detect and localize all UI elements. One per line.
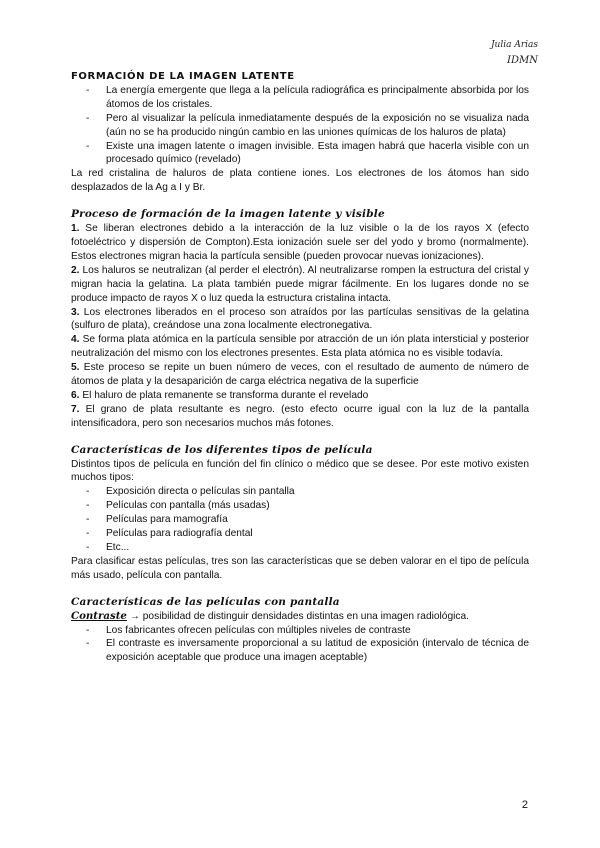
bullet-list <box>71 624 529 666</box>
list-item: - Películas para mamografía <box>106 513 529 527</box>
list-item: - El contraste es inversamente proporcional a su latitud de exposición (intervalo de técnica de exposición aceptable que produce una imagen aceptable) <box>106 637 529 665</box>
step-text: Los haluros se neutralizan (al perder el electrón). Al neutralizarse rompen la estructura del cristal y migran hacia la gelatina. La plata también puede migrar fácilmente. En los lugares donde no se produce impacto de rayos X o luz queda la estructura cristalina intacta. <box>71 264 529 304</box>
step-text: El haluro de plata remanente se transforma durante el revelado <box>79 389 369 401</box>
step-text: El grano de plata resultante es negro. (esto efecto ocurre igual con la luz de la pantalla intensificadora, pero son necesarios muchos más fotones. <box>71 403 529 429</box>
page-number: 2 <box>521 799 528 811</box>
step-number: 1. <box>71 223 80 235</box>
section-title-peliculas-pantalla: Características de las películas con pantalla <box>71 595 340 608</box>
list-item: - Etc... <box>106 541 529 555</box>
list-item: - Existe una imagen latente o imagen invisible. Esta imagen habrá que hacerla visible con un procesado químico (revelado) <box>106 140 529 168</box>
step-paragraph <box>71 403 529 431</box>
step-number: 6. <box>71 389 80 401</box>
step-text: Este proceso se repite un buen número de veces, con el resultado de aumento de número de átomos de plata y la desaparición de carga eléctrica negativa de la superficie <box>71 362 529 388</box>
step-text: Se forma plata atómica en la partícula sensible por atracción de un ión plata intersticial y posterior neutralización del mismo con los electrones presentes. Esta plata atómica no es visible todavía. <box>71 334 529 360</box>
course-code: IDMN <box>507 55 538 66</box>
section-title-tipos-pelicula: Características de los diferentes tipos de película <box>71 443 373 456</box>
step-number: 7. <box>71 403 80 415</box>
step-paragraph <box>71 264 529 306</box>
step-paragraph <box>71 361 529 389</box>
step-number: 4. <box>71 334 80 346</box>
list-item: - Películas con pantalla (más usadas) <box>106 499 529 513</box>
definition-paragraph <box>71 610 529 624</box>
author-name: Julia Arias <box>490 40 538 50</box>
paragraph: Para clasificar estas películas, tres son las características que se deben valorar en el tipo de película más usado, película con pantalla. <box>71 555 529 581</box>
list-item: - La energía emergente que llega a la película radiográfica es principalmente absorbida por los átomos de los cristales. <box>106 84 529 112</box>
paragraph: La red cristalina de haluros de plata contiene iones. Los electrones de los átomos han sido desplazados de la Ag a I y Br. <box>71 168 529 194</box>
list-item: - Exposición directa o películas sin pantalla <box>106 485 529 499</box>
bullet-list <box>71 84 529 167</box>
step-paragraph <box>71 333 529 361</box>
definition-text: → posibilidad de distinguir densidades distintas en una imagen radiológica. <box>126 610 469 622</box>
step-paragraph <box>71 306 529 334</box>
list-item: - Pero al visualizar la película inmediatamente después de la exposición no se visualiza nada (aún no se ha producido ningún cambio en las uniones químicas de los haluros de plata) <box>106 112 529 140</box>
step-paragraph <box>71 222 529 264</box>
bullet-list <box>71 485 529 555</box>
paragraph: Distintos tipos de película en función del fin clínico o médico que se desee. Por este motivo existen muchos tipos: <box>71 458 529 484</box>
step-number: 2. <box>71 264 80 276</box>
step-text: Se liberan electrones debido a la interacción de la luz visible o la de los rayos X (efecto fotoeléctrico y dispersión de Compton).Esta ionización suele ser del yodo y bromo (normalmente). Estos electrones migran hacia la partícula sensible (pueden provocar nuevas ionizaciones). <box>71 223 529 262</box>
step-text: Los electrones liberados en el proceso son atraídos por las partículas sensitivas de la gelatina (sulfuro de plata), creándose una zona localmente electronegativa. <box>71 306 529 332</box>
document-body <box>71 70 529 665</box>
step-number: 3. <box>71 306 80 318</box>
section-title-imagen-latente: FORMACIÓN DE LA IMAGEN LATENTE <box>71 71 295 82</box>
list-item: - Los fabricantes ofrecen películas con múltiples niveles de contraste <box>106 624 529 638</box>
term-contraste: Contraste <box>71 609 127 622</box>
page-header <box>491 38 538 68</box>
section-title-proceso: Proceso de formación de la imagen latente y visible <box>71 208 385 221</box>
step-number: 5. <box>71 362 80 374</box>
step-paragraph <box>71 389 529 403</box>
list-item: - Películas para radiografía dental <box>106 527 529 541</box>
